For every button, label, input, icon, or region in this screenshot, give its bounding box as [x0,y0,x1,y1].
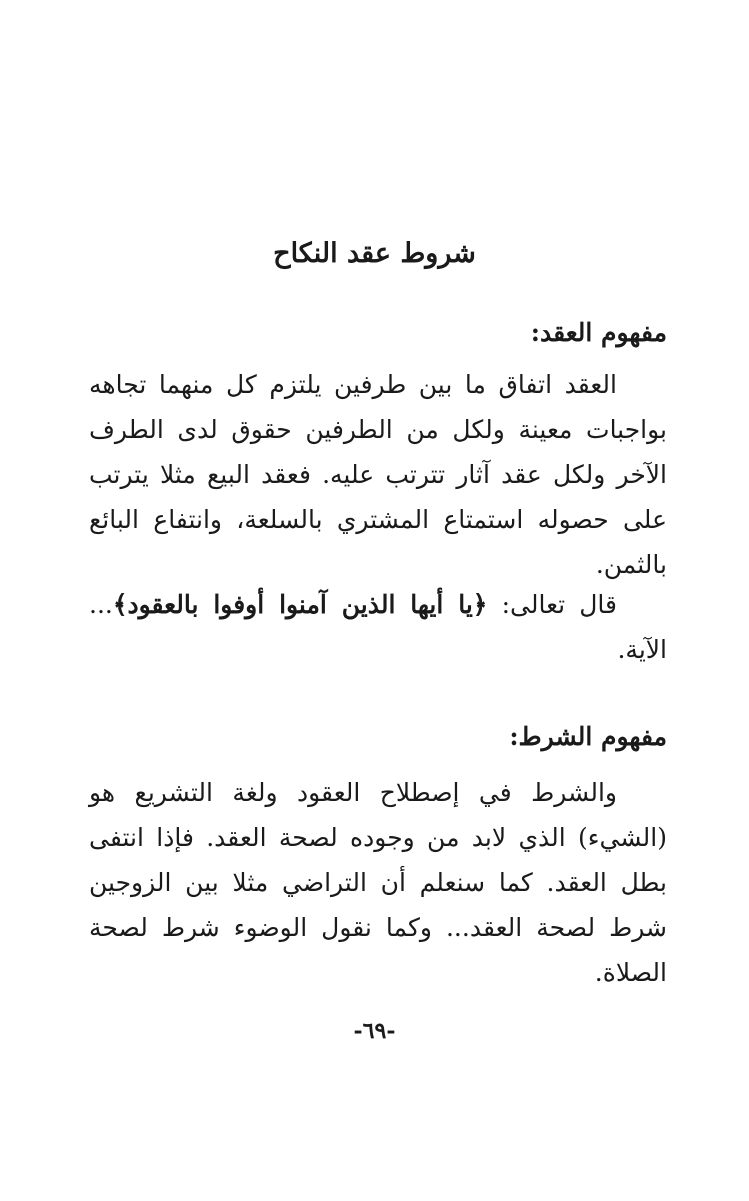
paragraph-contract-definition [89,362,667,587]
paragraph-indent [617,370,667,399]
paragraph-indent [617,590,667,619]
section-heading-condition: مفهوم الشرط: [509,722,667,751]
paragraph-indent [617,778,667,807]
quote-intro: قال تعالى: [487,590,618,619]
paragraph-quran-quote [89,582,667,672]
quote-tail: ... الآية. [89,590,667,664]
page-title: شروط عقد النكاح [273,238,476,269]
section-heading-contract: مفهوم العقد: [530,318,667,347]
paragraph-condition-text: والشرط في إصطلاح العقود ولغة التشريع هو (الشيء) الذي لابد من وجوده لصحة العقد. فإذا انتفى بطل العقد. كما سنعلم أن التراضي مثلا بين الزوجين شرط لصحة العقد... وكما نقول الوضوء شرط لصحة الصلاة. [89,778,667,987]
paragraph-condition-definition [89,770,667,995]
quran-verse: ﴿يا أيها الذين آمنوا أوفوا بالعقود﴾ [112,590,488,619]
page-number: -٦٩- [353,1018,396,1044]
paragraph-contract-text: العقد اتفاق ما بين طرفين يلتزم كل منهما تجاهه بواجبات معينة ولكل من الطرفين حقوق لدى الطرف الآخر ولكل عقد آثار تترتب عليه. فعقد البيع مثلا يترتب على حصوله استمتاع المشتري بالسلعة، وانتفاع البائع بالثمن. [89,370,667,579]
